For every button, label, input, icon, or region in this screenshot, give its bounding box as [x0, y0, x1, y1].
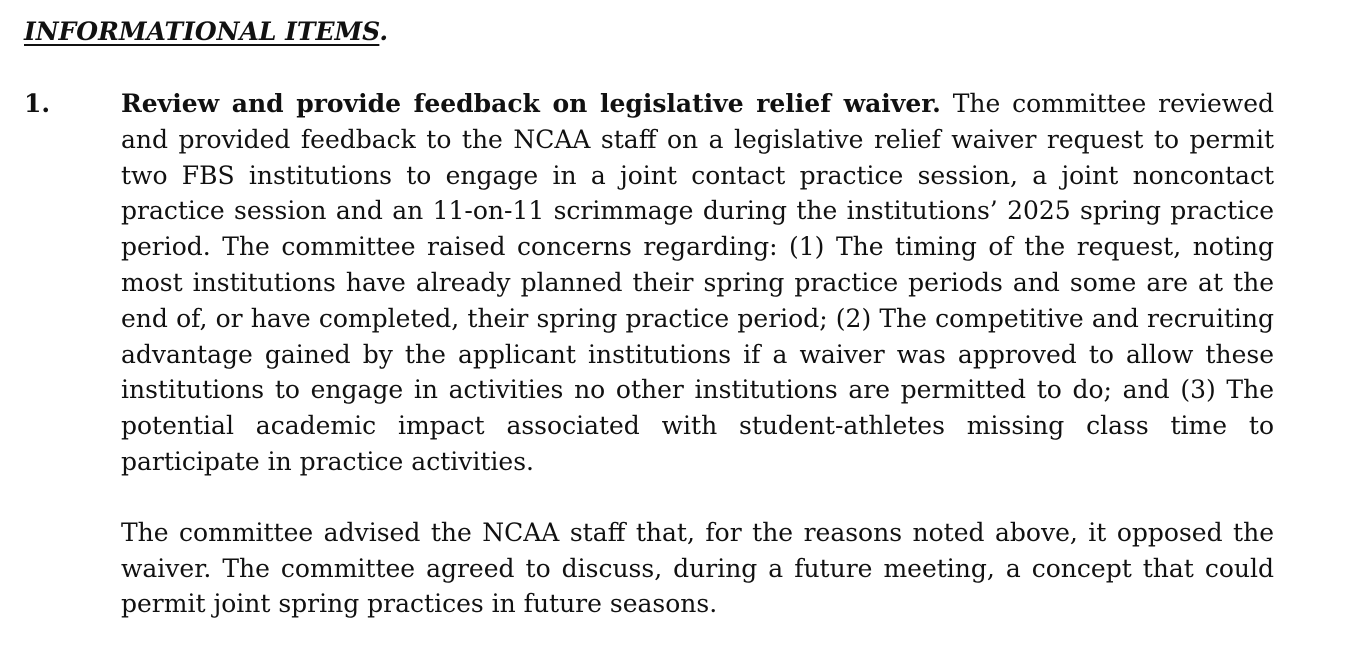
item-title: Review and provide feedback on legislative relief waiver. — [121, 89, 941, 118]
section-heading — [24, 14, 388, 50]
item-body — [121, 86, 1274, 622]
item-number: 1. — [24, 89, 51, 118]
item-paragraph-2: The committee advised the NCAA staff that, for the reasons noted above, it opposed the waiver. The committee agreed to discuss, during a future meeting, a concept that could permit joint spring practices in future seasons. — [121, 517, 1274, 619]
item-paragraph-1-text: The committee reviewed and provided feedback to the NCAA staff on a legislative relief waiver request to permit two FBS institutions to engage in a joint contact practice session, a joint noncontact practice session and an 11-on-11 scrimmage during the institutions’ 2025 spring practice period. The committee raised concerns regarding: (1) The timing of the request, noting most institutions have already planned their spring practice periods and some are at the end of, or have completed, their spring practice period; (2) The competitive and recruiting advantage gained by the applicant institutions if a waiver was approved to allow these institutions to engage in activities no other institutions are permitted to do; and (3) The potential academic impact associated with student-athletes missing class time to participate in practice activities. — [121, 89, 1274, 476]
item-paragraph-1 — [121, 86, 1274, 480]
section-heading-text: INFORMATIONAL ITEMS — [24, 17, 380, 46]
section-heading-period: . — [379, 17, 389, 46]
